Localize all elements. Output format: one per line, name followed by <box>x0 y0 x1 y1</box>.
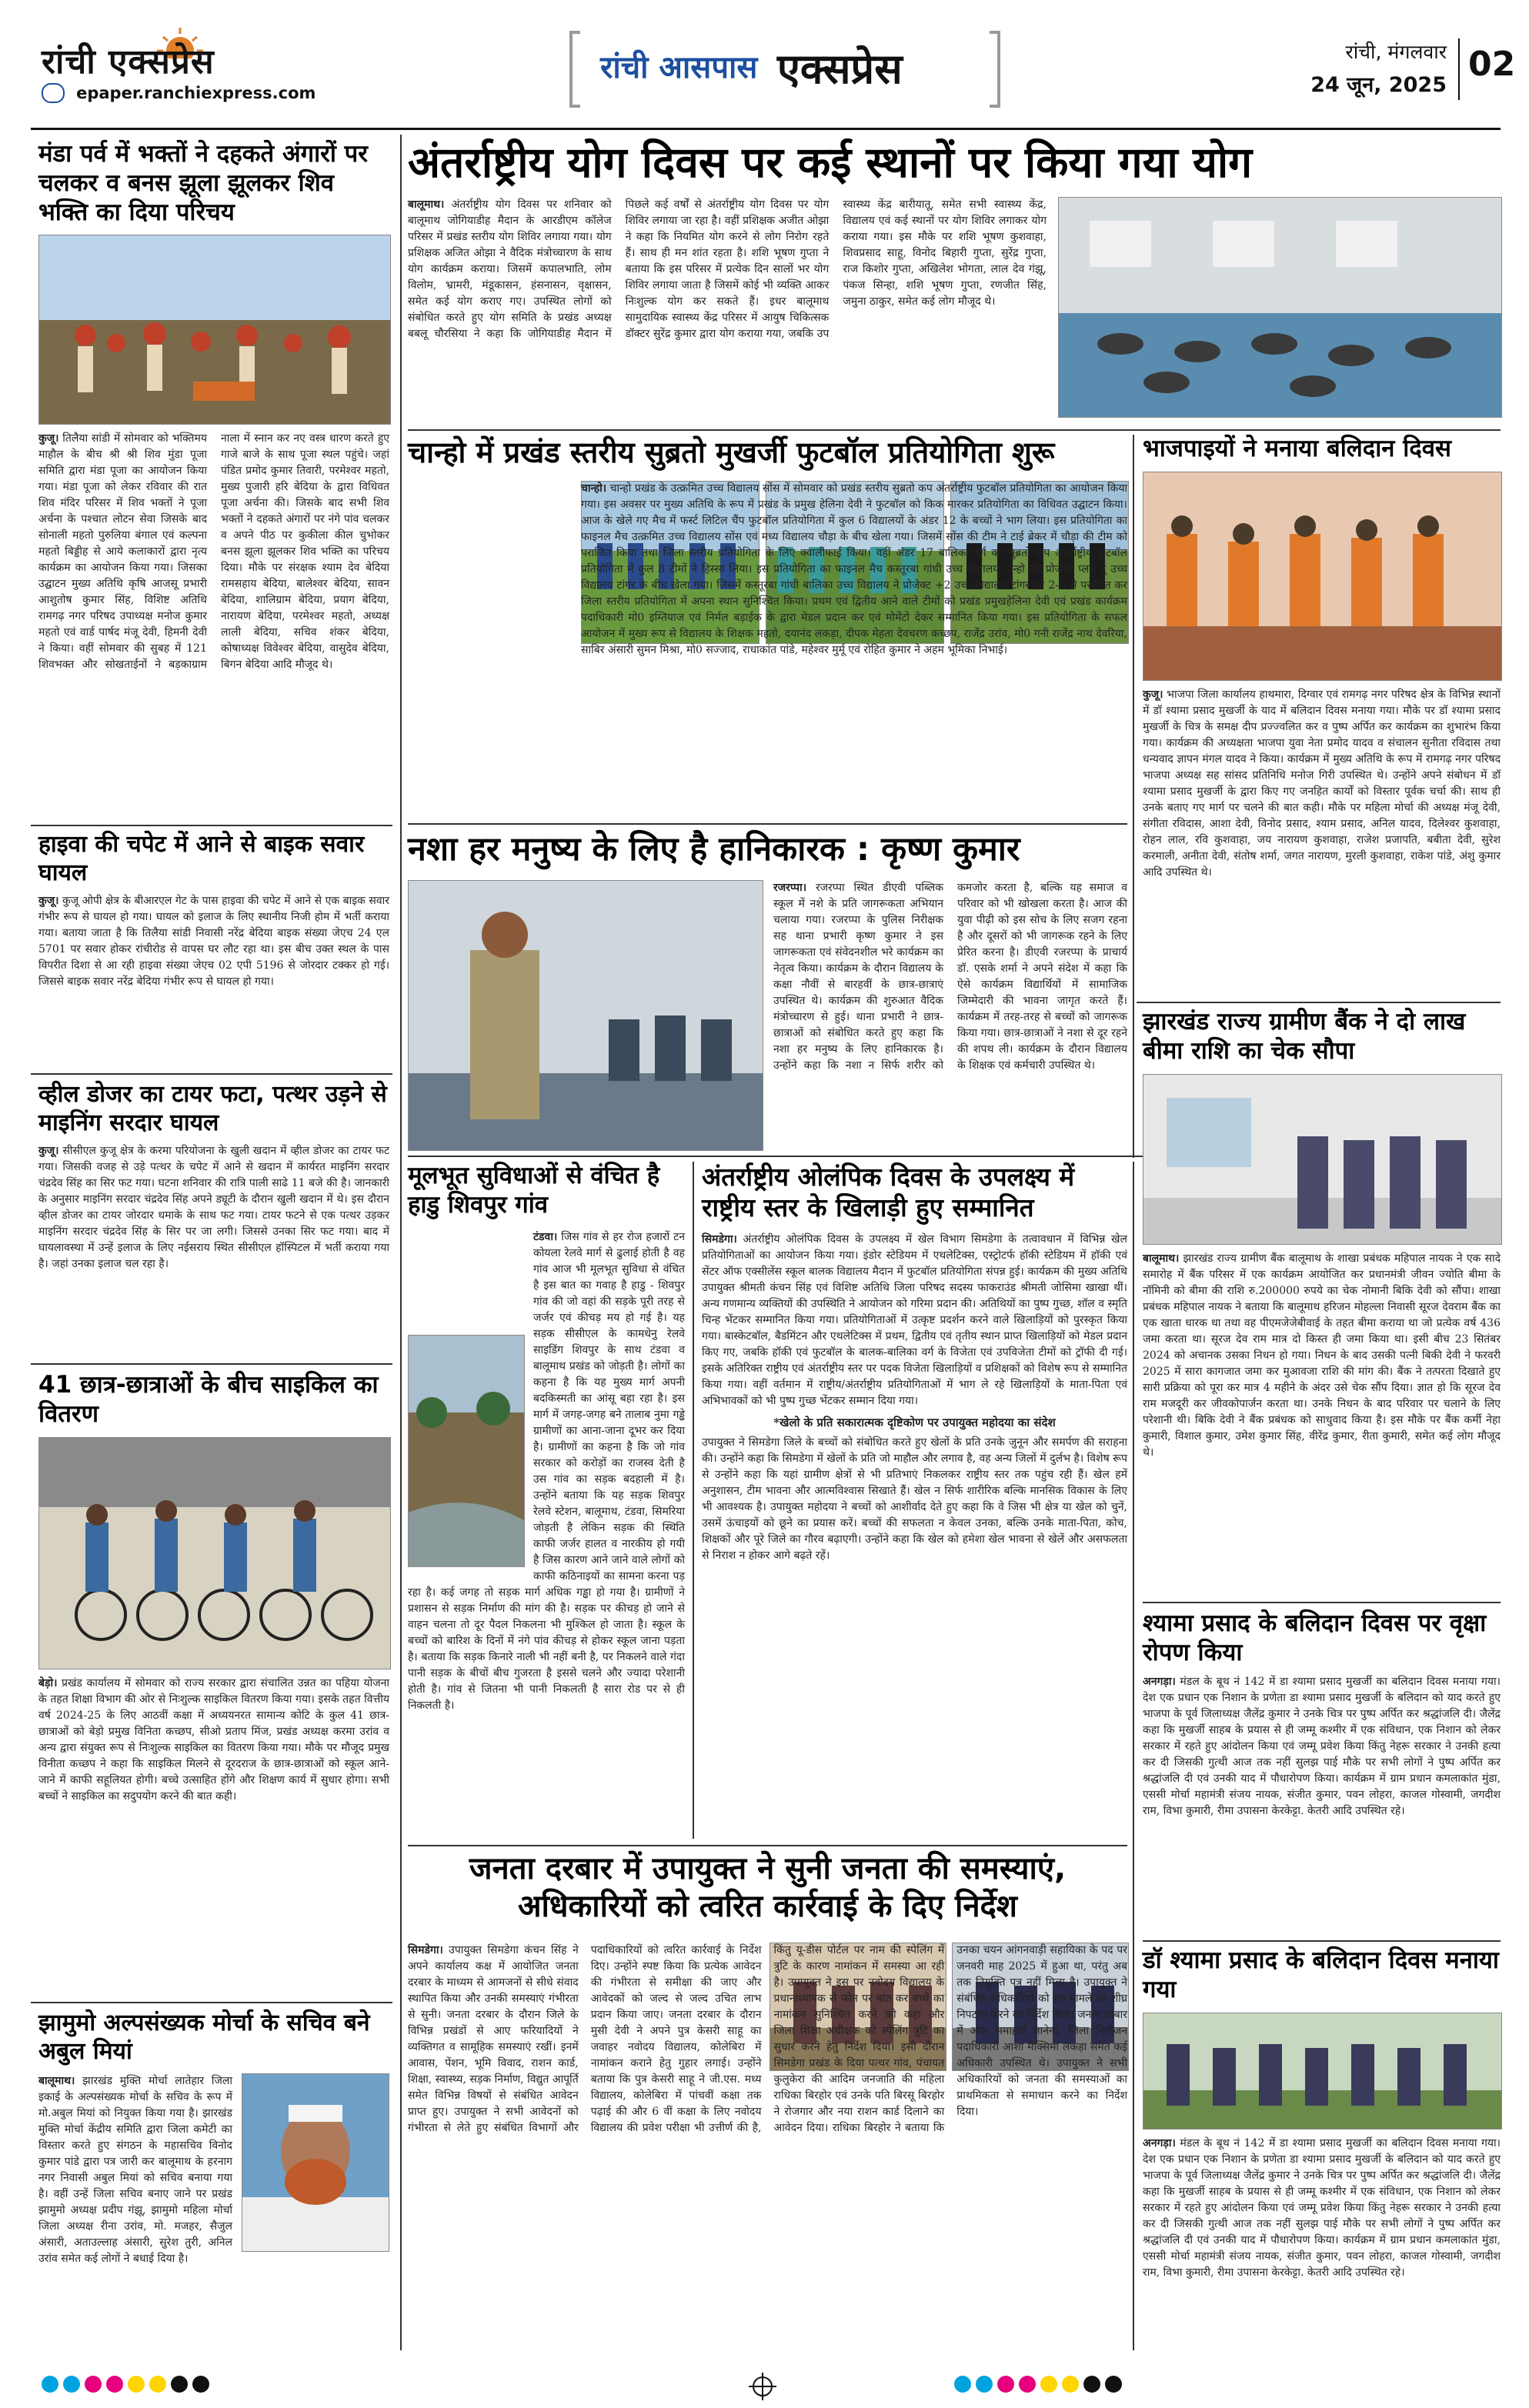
headline: अंतर्राष्ट्रीय योग दिवस पर कई स्थानों पर किया गया योग <box>408 138 1253 187</box>
register-dot <box>1105 2376 1122 2393</box>
article-hywa <box>38 831 389 1019</box>
article-body: अनगड़ा। मंडल के बूथ नं 142 में डा श्यामा प्रसाद मुखर्जी का बलिदान दिवस मनाया गया। देश एक प्रधान एक निशान के प्रणेता डा श्यामा प्रसाद मुखर्जी के बलिदान को याद करते हुए भाजपा के पूर्व जिलाध्यक्ष जैलेंद्र कुमार ने उनके चित्र पर पुष्प अर्पित कर श्रद्धांजलि दी। जैलेंद्र कहा कि मुखर्जी साहब के प्रयास से ही जम्मू कश्मीर में एक संविधान, एक निशान को लेकर सरकार में रहते हुए आंदोलन किया एवं जम्मू प्रवेश किया किंतु नेहरू सरकार ने उनकी हत्या कर दी जिसकी गुत्थी आज तक नहीं सुलझ पाई मौके पर सभी लोगों ने पुष्प अर्पित कर श्रद्धांजलि दी एवं उनकी याद में पौधारोपण किया। कार्यक्रम में ग्राम प्रधान कमलाकांत मुंडा, एससी मोर्चा महामंत्री संजय नायक, संजीत कुमार, पवन लोहरा, काजल गोस्वामी, जगदीश राम, विभा कुमारी, रीमा उपासना केरकेट्टा. केतरी आदि उपस्थित रहे। <box>1143 1675 1501 1817</box>
article-shivpur <box>408 1162 685 1839</box>
pen-icon <box>42 83 65 103</box>
article-yoga <box>408 137 1501 425</box>
article-subroto <box>408 435 1127 819</box>
section-left: रांची आसपास <box>600 50 758 85</box>
article-body: कुजू। तिलैया सांडी में सोमवार को भक्तिमय माहौल के बीच श्री श्री शिव मुंडा पूजा समिति द्वारा मंडा पूजा का आयोजन किया गया। मंडा पूजा को लेकर रविवार की रात शिव मंदिर परिसर में शिव भक्तों ने पूजा अर्चना के पश्चात लोटन सेवा जिसके बाद सोनाली महतो पुरुलिया बंगाल एवं कल्पना महतो बिड्डीह से आये कलाकारों द्वारा नृत्य कार्यक्रम का आयोजन किया गया। जिसका उद्घाटन मुख्य अतिथि कृषि आजसू प्रभारी आशुतोष कुमार सिंह, विशिष्ट अतिथि रामगढ़ नगर परिषद उपाध्यक्ष मनोज कुमार महतो एवं वार्ड पार्षद मंजू देवी, हिमनी देवी ने किया। वहीं सोमवार की सुबह में 121 शिवभक्त और सोखताईनों ने बड़काग्राम नाला में स्नान कर नए वस्त्र धारण करते हुए गाजे बाजे के साथ पूजा स्थल पहुंचे। जहां पंडित प्रमोद कुमार तिवारी, परमेश्वर महतो, मुख्य पुजारी हरि बेदिया के द्वारा विधिवत पूजा अर्चना की। जिसके बाद सभी शिव भक्तों ने दहकते अंगारों पर नंगे पांव चलकर व अपने पीठ पर कुकीला कील चुभोकर बनस झूला झूलकर शिव भक्ति का परिचय दिया। मौके पर संरक्षक श्याम देव बेदिया रामसहाय बेदिया, बालेश्वर बेदिया, सावन बेदिया, शालिग्राम बेदिया, प्रयाग बेदिया, नारायण बेदिया, परमेश्वर महतो, अध्यक्ष लाली बेदिया, सचिव शंकर बेदिया, कोषाध्यक्ष विवेश्वर बेदिया, वासुदेव बेदिया, बिगन बेदिया आदि मौजूद थे। <box>38 432 389 672</box>
photo-mandar <box>38 235 391 425</box>
article-janta <box>408 1850 1127 2350</box>
logo <box>42 32 319 82</box>
photo-bank <box>1143 1074 1502 1245</box>
article-body: बालूमाथ। झारखंड राज्य ग्रामीण बैंक बालूमाथ के शाखा प्रबंधक महिपाल नायक ने एक सादे समारोह में बैंक परिसर में एक कार्यक्रम आयोजित कर प्रधानमंत्री जीवन ज्योति बीमा के नॉमिनी को बीमा की राशि रु.200000 रुपये का चेक नोमानी बिकि देवी को सौंपा। शाखा प्रबंधक महिपाल नायक ने बताया कि बालूमाथ हरिजन मोहल्ला निवासी सूरज देवराम बैंक का एक खाता धारक था तथा वह पीएमजेजेबीवाई के तहत बीमा कराया था जो प्रत्येक वर्ष 436 जमा करता था। सूरज देव राम मात्र दो किस्त ही जमा किया था। इसी बीच 23 सितंबर 2024 को अचानक उसका निधन हो गया। निधन के बाद उसकी पत्नी बिकी देवी ने फरवरी 2025 में सारा कागजात जमा कर मुआवजा राशि की मांग की। बैंक ने तत्परता दिखाते हुए सारी प्रक्रिया को पूरा कर मात्र 4 महीने के अंदर उसे चेक सौंप दिया। ज्ञात हो कि सूरज देव राम मजदूरी कर जीवकोपार्जन करता था। उनके निधन के बाद परिवार पर चलाने के लिए परेशानी थी। बिकि देवी ने बैंक प्रबंधक को साधुवाद किया है। इस मौके पर बैंक कर्मी नेहा कुमारी, विशाल कुमार, उमेश कुमार सिंह, वीरेंद्र कुमार, रीता कुमारी, समेत कई लोग मौजूद थे। <box>1143 1252 1501 1459</box>
article-body: बालूमाथ। अंतर्राष्ट्रीय योग दिवस पर शनिवार को बालूमाथ जोगियाडीह मैदान के आरडीएम कॉलेज परिसर में प्रखंड स्तरीय योग शिविर लगाया गया। योग प्रशिक्षक अजित ओझा ने वैदिक मंत्रोच्चारण के साथ योग कार्यक्रम कराया। जिसमें कपालभाति, लोम विलोम, भ्रामरी, मंडूकासन, हंसनासन, वृक्षासन, समेत कई योग कराए गए। उपस्थित लोगों को संबोधित करते हुए योग समिति के प्रखंड अध्यक्ष बबलू चौरसिया ने कहा कि जोगियाडीह मैदान में पिछले कई वर्षों से अंतर्राष्ट्रीय योग दिवस पर योग शिविर लगाया जा रहा है। वहीं प्रशिक्षक अजीत ओझा ने कहा कि नियमित योग करने से लोग निरोग रहते हैं। साथ ही मन शांत रहता है। शशि भूषण गुप्ता ने बताया कि इस परिसर में प्रत्येक दिन सालों भर योग शिविर लगाया जाता है जिसमें कोई भी व्यक्ति आकर निःशुल्क योग कर सकते हैं। इधर बालूमाथ सामुदायिक स्वास्थ्य केंद्र परिसर में आयुष चिकित्सक डॉक्टर सुरेंद्र कुमार द्वारा योग कराया गया, जबकि उप स्वास्थ्य केंद्र बारीयातू, समेत सभी स्वास्थ्य केंद्र, विद्यालय एवं कई स्थानों पर योग शिविर लगाकर योग कराया गया। इस मौके पर शशि भूषण कुशवाहा, शिवप्रसाद साहू, विनोद बिहारी गुप्ता, सुरेंद्र गुप्ता, राज किशोर गुप्ता, अखिलेश भोगता, लाल देव गंझू, पंकज सिन्हा, शशि भूषण गुप्ता, रणजीत सिंह, जमुना ठाकुर, समेत कई लोग मौजूद थे। <box>408 198 1047 340</box>
headline: भाजपाइयों ने मनाया बलिदान दिवस <box>1143 435 1451 462</box>
register-dot <box>192 2376 209 2393</box>
article-body: सिमडेगा। उपायुक्त सिमडेगा कंचन सिंह ने अपने कार्यालय कक्ष में आयोजित जनता दरबार के माध्यम से आमजनों से सीधे संवाद स्थापित किया और उनकी समस्याएं गंभीरता से सुनी। जनता दरबार के दौरान जिले के विभिन्न प्रखंडों से आए फरियादियों ने व्यक्तिगत व सामूहिक समस्याएं रखीं। इनमें आवास, पेंशन, भूमि विवाद, राशन कार्ड, शिक्षा, स्वास्थ्य, सड़क निर्माण, विद्युत आपूर्ति समेत विभिन्न विषयों से संबंधित आवेदन प्राप्त हुए। उपायुक्त ने सभी आवेदनों को गंभीरता से लेते हुए संबंधित विभागों और पदाधिकारियों को त्वरित कार्रवाई के निर्देश दिए। उन्होंने स्पष्ट किया कि प्रत्येक आवेदन की गंभीरता से समीक्षा की जाए और आवेदकों को जल्द से जल्द उचित लाभ प्रदान किया जाए। जनता दरबार के दौरान मुसी देवी ने अपने पुत्र केसरी साहू का जवाहर नवोदय विद्यालय, कोलेबिरा में नामांकन कराने हेतु गुहार लगाई। उन्होंने बताया कि पुत्र केसरी साहू ने जी.एस. मध्य विद्यालय, कोलेबिरा में पांचवीं कक्षा तक पढ़ाई की और 6 वीं कक्षा के लिए नवोदय विद्यालय की प्रवेश परीक्षा भी उत्तीर्ण की है, किंतु यू-डीस पोर्टल पर नाम की स्पेलिंग में त्रुटि के कारण नामांकन में समस्या आ रही है। उपायुक्त ने इस पर नवोदय विद्यालय के प्रधानाध्यापक से फोन पर बात कर बच्चे का नामांकन सुनिश्चित करने को कहा और जिला शिक्षा अधीक्षक को स्पेलिंग त्रुटि का सुधार करने हेतु निर्देश दिया। इसी दौरान सिमडेगा प्रखंड के दिया पत्थर गांव, पंचायत कुलुकेरा की आदिम जनजाति की महिला राधिका बिरहोर एवं उनके पति बिरसू बिरहोर ने रोजगार और नया राशन कार्ड दिलाने का आवेदन दिया। राधिका बिरहोर ने बताया कि उनका चयन आंगनवाड़ी सहायिका के पद पर जनवरी माह 2025 में हुआ था, परंतु अब तक नियुक्ति पत्र नहीं मिला है। उपायुक्त ने संबंधित अधिकारियों को इस मामले का शीघ्र निपटारा करने का निर्देश दिया। जनता दरबार में अपर समाहर्ता ज्ञानेन्द्र, जिला नियोजन पदाधिकारी आशा मैक्सिमा लकड़ा समेत कई अधिकारी उपस्थित थे। उपायुक्त ने सभी अधिकारियों को जनता की समस्याओं का प्राथमिकता से समाधान करने का निर्देश दिया। <box>408 1944 1127 2134</box>
headline: डॉ श्यामा प्रसाद के बलिदान दिवस मनाया गया <box>1143 1946 1499 2003</box>
register-dot <box>1040 2376 1057 2393</box>
section-banner <box>569 31 1000 102</box>
headline: चान्हो में प्रखंड स्तरीय सुब्रतो मुखर्जी फुटबॉल प्रतियोगिता शुरू <box>408 435 1055 469</box>
headline: जनता दरबार में उपायुक्त ने सुनी जनता की समस्याएं, अधिकारियों को त्वरित कार्रवाई के दिए निर्देश <box>469 1851 1067 1924</box>
register-dot <box>63 2376 80 2393</box>
headline: मंडा पर्व में भक्तों ने दहकते अंगारों पर चलकर व बनस झूला झूलकर शिव भक्ति का दिया परिचय <box>38 140 368 226</box>
photo-balidan <box>1143 2013 1502 2130</box>
headline: झामुमो अल्पसंख्यक मोर्चा के सचिव बने अबुल मियां <box>38 2009 370 2065</box>
register-marks-right <box>954 2376 1185 2396</box>
register-dot <box>976 2376 993 2393</box>
article-body: टंडवा। जिस गांव से हर रोज हजारों टन कोयला रेलवे मार्ग से ढुलाई होती है वह गांव आज भी मूलभूत सुविधा से वंचित है इस बात का गवाह है हाडु - शिवपुर गांव की जो वहां की सड़के पूरी तरह से जर्जर एवं कीचड़ मय हो गई है। यह सड़क सीसीएल के कामधेनु रेलवे साइडिंग शिवपुर के साथ टंडवा व बालूमाथ प्रखंड को जोड़ती है। लोगों का कहना है कि यह मुख्य मार्ग अपनी बदकिस्मती का आंसू बहा रहा है। इस मार्ग में जगह-जगह बने तालाब नुमा गड्ढे ग्रामीणों का आना-जाना दूभर कर दिया है। ग्रामीणों का कहना है कि जो गांव सरकार को करोड़ों का राजस्व देती है उस गांव का सड़क बदहाली में है। उन्होंने बताया कि यह सड़क शिवपुर रेलवे स्टेशन, बालूमाथ, टंडवा, सिमरिया जोड़ती है लेकिन सड़क की स्थिति काफी जर्जर हालत व नारकीय हो गयी है जिस कारण आने जाने वाले लोगों को काफी कठिनाइयों का सामना करना पड़ रहा है। कई जगह तो सड़क मार्ग अधिक गड्ढा हो गया है। ग्रामीणों ने प्रशासन से सड़क निर्माण की मांग की है। सड़क पर कीचड़ हो जाने से वाहन चलना तो दूर पैदल निकलना भी मुश्किल हो जाता है। स्कूल के बच्चों को बारिश के दिनों में नंगे पांव कीचड़ से होकर स्कूल जाना पड़ता है। बताया कि सड़क किनारे नाली भी नहीं बनी है, पर निकलने वाले गंदा पानी सड़क के बीचों बीच गुजरता है इससे चलने और ज्यादा परेशानी होती है। गांव से जितना भी पानी निकलती है सारा रोड पर से ही निकलती है। <box>408 1231 685 1712</box>
article-body: बेड़ो। प्रखंड कार्यालय में सोमवार को राज्य सरकार द्वारा संचालित उन्नत का पहिया योजना के तहत शिक्षा विभाग की ओर से निःशुल्क साइकिल वितरण किया गया। इसके तहत वित्तीय वर्ष 2024-25 के लिए आठवीं कक्षा में अध्ययनरत सामान्य कोटि के कुल 41 छात्र-छात्राओं को बेड़ो प्रमुख विनिता कच्छप, सीओ प्रताप मिंज, प्रखंड अध्यक्ष करमा उरांव व अन्य द्वारा संयुक्त रूप से निःशुल्क साइकिल का वितरण किया गया। मौके पर मौजूद प्रमुख विनीता कच्छप ने कहा कि साइकिल मिलने से दूरदराज के छात्र-छात्राओं को स्कूल आने-जाने में काफी सहूलियत होगी। बच्चे उत्साहित होंगे और शिक्षण कार्य में सुधार होगा। सभी बच्चों ने साइकिल का सदुपयोग करने की बात कही। <box>38 1676 389 1803</box>
article-body: सिमडेगा। अंतर्राष्ट्रीय ओलंपिक दिवस के उपलक्ष्य में खेल विभाग सिमडेगा के तत्वावधान में विभिन्न खेल प्रतियोगिताओं का आयोजन किया गया। इंडोर स्टेडियम में एथलेटिक्स, एस्ट्रोटर्फ हॉकी स्टेडियम में हॉकी एवं सेंटर ऑफ एक्सीलेंस स्कूल बालक विद्यालय मैदान में फुटबॉल प्रतियोगिता संपन्न हुई। कार्यक्रम की मुख्य अतिथि उपायुक्त श्रीमती कंचन सिंह एवं विशिष्ट अतिथि जिला परिषद सदस्य फाकराउंड श्रीमती जोसिमा खाखा थीं। अन्य गणमान्य व्यक्तियों की उपस्थिति ने आयोजन को गरिमा प्रदान की। अतिथियों का पुष्प गुच्छ, शॉल व स्मृति चिन्ह भेंटकर सम्मानित किया गया। प्रतियोगिताओं में उत्कृष्ट प्रदर्शन करने वाले खिलाड़ियों को पुरस्कृत किया गया। बास्केटबॉल, बैडमिंटन और एथलेटिक्स में प्रथम, द्वितीय एवं तृतीय स्थान प्राप्त खिलाड़ियों को मेडल प्रदान किए गए, जबकि हॉकी एवं फुटबॉल के बालक-बालिका वर्ग के विजेता एवं उपविजेता टीमों को ट्रॉफी दी गई। इसके अतिरिक्त राष्ट्रीय एवं अंतर्राष्ट्रीय स्तर पर पदक विजेता खिलाड़ियों व प्रशिक्षकों को विशेष रूप से सम्मानित किया गया। वहीं वर्तमान में राष्ट्रीय/अंतर्राष्ट्रीय प्रतियोगिताओं में भाग ले रहे खिलाड़ियों के माता-पिता एवं अभिभावकों को भी पुष्प गुच्छ भेंटकर सम्मान दिया गया। <box>702 1232 1127 1407</box>
article-mandar <box>38 140 389 819</box>
register-dot <box>42 2376 58 2393</box>
article-balidan <box>1143 1946 1501 2350</box>
article-abul <box>38 2009 389 2348</box>
photo-abul-portrait <box>242 2073 389 2252</box>
masthead <box>0 0 1529 131</box>
subhead: *खेलो के प्रति सकारात्मक दृष्टिकोण पर उपायुक्त महोदया का संदेश <box>773 1415 1056 1429</box>
register-dot <box>85 2376 102 2393</box>
headline: व्हील डोजर का टायर फटा, पत्थर उड़ने से माइनिंग सरदार घायल <box>38 1081 387 1136</box>
register-dot <box>1083 2376 1100 2393</box>
article-nasha <box>408 829 1127 1152</box>
article-body: रजरप्पा। रजरप्पा स्थित डीएवी पब्लिक स्कूल में नशे के प्रति जागरूकता अभियान चलाया गया। रजरप्पा के पुलिस निरीक्षक सह थाना प्रभारी कृष्ण कुमार ने इस जागरूकता एवं संवेदनशील भरे कार्यक्रम का नेतृत्व किया। कार्यक्रम के दौरान विद्यालय के कक्षा नौवीं से बारहवीं के छात्र-छात्राएं उपस्थित थे। कार्यक्रम की शुरुआत वैदिक मंत्रोच्चारण से हुई। थाना प्रभारी ने छात्र-छात्राओं को संबोधित करते हुए कहा कि नशा हर मनुष्य के लिए हानिकारक है। उन्होंने कहा कि नशा न सिर्फ शरीर को कमजोर करता है, बल्कि यह समाज व परिवार को भी खोखला करता है। आज की युवा पीढ़ी को इस सोच के लिए सजग रहना है और दूसरों को भी जागरूक रहने के लिए प्रेरित करना है। डीएवी रजरप्पा के प्राचार्य डॉ. एसके शर्मा ने अपने संदेश में कहा कि ऐसे कार्यक्रम विद्यार्थियों में सामाजिक जिम्मेदारी की भावना जागृत करते हैं। कार्यक्रम में तरह-तरह से बच्चों को जागरूक किया गया। छात्र-छात्राओं ने नशा से दूर रहने की शपथ ली। कार्यक्रम के दौरान विद्यालय के शिक्षक एवं कर्मचारी उपस्थित थे। <box>773 882 1127 1072</box>
register-marks-left <box>42 2376 272 2396</box>
epaper-url-row <box>42 83 365 106</box>
article-body: कुजू। कुजू ओपी क्षेत्र के बीआरएल गेट के पास हाइवा की चपेट में आने से एक बाइक सवार गंभीर रूप से घायल हो गया। घायल को इलाज के लिए स्थानीय निजी होम में भर्ती कराया गया। बताया जाता है कि तिलैया सांडी निवासी नरेंद्र बेदिया बाइक संख्या जेएच 24 एल 5701 पर सवार होकर रांचीरोड से वापस घर लौट रहा था। इस बीच उक्त स्थल के पास विपरीत दिशा से आ रही हाइवा संख्या जेएच 02 एपी 5196 से जोरदार टक्कर हो गई। जिससे बाइक सवार नरेंद्र बेदिया गंभीर रूप से घायल हो गया। <box>38 895 389 989</box>
article-bhajpaiyo <box>1143 435 1501 1000</box>
city-day: रांची, मंगलवार <box>1345 41 1447 63</box>
headline: हाइवा की चपेट में आने से बाइक सवार घायल <box>38 831 365 886</box>
headline: अंतर्राष्ट्रीय ओलंपिक दिवस के उपलक्ष्य में राष्ट्रीय स्तर के खिलाड़ी हुए सम्मानित <box>702 1162 1075 1223</box>
register-dot <box>997 2376 1014 2393</box>
page-number: 02 <box>1468 45 1516 84</box>
headline: श्यामा प्रसाद के बलिदान दिवस पर वृक्षा रोपण किया <box>1143 1609 1487 1666</box>
register-dot <box>128 2376 145 2393</box>
photo-bhajpaiyo <box>1143 472 1502 681</box>
headline: नशा हर मनुष्य के लिए है हानिकारक : कृष्ण कुमार <box>408 830 1020 869</box>
register-dot <box>171 2376 188 2393</box>
article-wheel <box>38 1081 389 1373</box>
article-body-2: उपायुक्त ने सिमडेगा जिले के बच्चों को संबोधित करते हुए खेलों के प्रति उनके जुनून और समर्पण की सराहना की। उन्होंने कहा कि सिमडेगा में खेलों के प्रति जो माहौल और लगाव है, वह अन्य जिलों में दुर्लभ है। विशेष रूप से उन्होंने कहा कि यहां ग्रामीण क्षेत्रों से भी प्रतिभाएं निकलकर राष्ट्रीय स्तर तक पहुंच रही हैं। खेल हमें अनुशासन, टीम भावना और आत्मविश्वास सिखाते हैं। खेल न सिर्फ शारीरिक बल्कि मानसिक विकास के लिए भी आवश्यक है। उपायुक्त महोदया ने बच्चों को आशीर्वाद देते हुए कहा कि वे जिस भी क्षेत्र या खेल को चुनें, उसमें ऊंचाइयों को छूने का प्रयास करें। बच्चों की सफलता न केवल उनका, बल्कि उनके माता-पिता, कोच, शिक्षकों और पूरे जिले का गौरव बढ़ाएगी। उन्होंने कहा कि खेल को हमेशा खेल भावना से खेलें और असफलता से निराश न होकर आगे बढ़ते रहें। <box>702 1436 1127 1562</box>
article-cycle <box>38 1371 389 1802</box>
register-dot <box>106 2376 123 2393</box>
article-body: चान्हो। चान्हो प्रखंड के उत्क्रमित उच्च विद्यालय सोंस में सोमवार को प्रखंड स्तरीय सुब्रतो कप अंतर्राष्ट्रीय फुटबॉल प्रतियोगिता का आयोजन किया गया। इस अवसर पर मुख्य अतिथि के रूप में प्रखंड के प्रमुख हेलिना देवी ने फुटबॉल को किक मारकर प्रतियोगिता का विधिवत उद्घाटन किया। आज के खेले गए मैच में फर्स्ट लिटिल चैंप फुटबॉल प्रतियोगिता में कुल 6 विद्यालयों के अंडर 12 के बच्चों ने भाग लिया। इस प्रतियोगिता का फाइनल मैच उत्क्रमित उच्च विद्यालय सोंस एवं मध्य विद्यालय चौड़ा के बीच खेला गया। जिसमें सोंस की टीम ने टाई ब्रेकर में चौड़ा की टीम को पराजित किया तथा जिला स्तरीय प्रतियोगिता के लिए क्वालीफाई किया। वहीं अंडर 17 बालिका वर्ग का सुब्रतो कप अंतर्राष्ट्रीय फुटबॉल प्रतियोगिता में कुल 8 टीमों ने हिस्सा लिया। इस प्रतियोगिता का फाइनल मैच कस्तूरबा गांधी उच्च विद्यालय चान्हो एवं प्रोजेक्ट प्लस टू उच्च विद्यालय टांगर के बीच खेला गया। जिसमें कस्तूरबा गांधी बालिका उच्च विद्यालय ने प्रोजेक्ट +2 उच्च विद्यालय टांगर को 2-0 से पराजित कर जिला स्तरीय प्रतियोगिता में अपना स्थान सुनिश्चित किया। प्रथम एवं द्वितीय आने वाले टीमों को प्रखंड प्रमुखहेलिना देवी एवं प्रखंड कार्यक्रम पदाधिकारी मो0 इम्तियाज एवं निर्मल बड़ाईक के द्वारा मेडल प्रदान कर एवं मोमेंटो देकर सम्मानित किया गया। इस प्रतियोगिता के सफल आयोजन में मुख्य रूप से विद्यालय के शिक्षक महतो, दयानंद लकड़ा, दीपक मेहता देवचरण कच्छप, राजेंद्र उरांव, मो0 गनी राजेंद्र नाथ देवरिया, साबिर अंसारी सुमन मिश्रा, मो0 सज्जाद, राधाकांत पांडे, महेश्वर मुर्मू एवं रोहित कुमार ने अहम भूमिका निभाई। <box>581 482 1127 656</box>
dateline-box <box>1262 35 1447 105</box>
photo-yoga <box>1058 197 1502 418</box>
headline: झारखंड राज्य ग्रामीण बैंक ने दो लाख बीमा राशि का चेक सौपा <box>1143 1008 1466 1065</box>
headline: मूलभूत सुविधाओं से वंचित है हाडु शिवपुर गांव <box>408 1162 660 1219</box>
article-body: अनगड़ा। मंडल के बूथ नं 142 में डा श्यामा प्रसाद मुखर्जी का बलिदान दिवस मनाया गया। देश एक प्रधान एक निशान के प्रणेता डा श्यामा प्रसाद मुखर्जी के बलिदान को याद करते हुए भाजपा के पूर्व जिलाध्यक्ष जैलेंद्र कुमार ने उनके चित्र पर पुष्प अर्पित कर श्रद्धांजलि दी। जैलेंद्र कहा कि मुखर्जी साहब के प्रयास से ही जम्मू कश्मीर में एक संविधान, एक निशान को लेकर सरकार में रहते हुए आंदोलन किया एवं जम्मू प्रवेश किया किंतु नेहरू सरकार ने उनकी हत्या कर दी जिसकी गुत्थी आज तक नहीं सुलझ पाई मौके पर सभी लोगों ने पुष्प अर्पित कर श्रद्धांजलि दी एवं उनकी याद में पौधारोपण किया। कार्यक्रम में ग्राम प्रधान कमलाकांत मुंडा, एससी मोर्चा महामंत्री संजय नायक, संजीत कुमार, पवन लोहरा, काजल गोस्वामी, जगदीश राम, विभा कुमारी, रीमा उपासना केरकेट्टा. केतरी आदि उपस्थित रहे। <box>1143 2136 1501 2279</box>
crosshair-icon <box>749 2373 776 2400</box>
epaper-url[interactable]: epaper.ranchiexpress.com <box>76 84 316 102</box>
headline: 41 छात्र-छात्राओं के बीच साइकिल का वितरण <box>38 1371 379 1428</box>
article-body: बालूमाथ। झारखंड मुक्ति मोर्चा लातेहार जिला इकाई के अल्पसंख्यक मोर्चा के सचिव के रूप में मो.अबुल मियां को नियुक्त किया गया है। झारखंड मुक्ति मोर्चा केंद्रीय समिति द्वारा जिला कमेटी का विस्तार करते हुए संगठन के महासचिव विनोद कुमार पांडे द्वारा पत्र जारी कर बालूमाथ के हरनाग नगर निवासी अबुल मियां को सचिव बनाया गया है। वहीं उन्हें जिला सचिव बनाए जाने पर प्रखंड झामुमो अध्यक्ष प्रदीप गंझू, झामुमो महिला मोर्चा जिला अध्यक्ष रीना उरांव, मो. मजहर, सैजुल अंसारी, अताउल्लाह अंसारी, सुरेश तुरी, अनिल उरांव समेत कई लोगों ने बधाई दिया है। <box>38 2075 232 2266</box>
article-body: कुजू। भाजपा जिला कार्यालय हाथमारा, दिग्वार एवं रामगढ़ नगर परिषद क्षेत्र के विभिन्न स्थानों में डॉ श्यामा प्रसाद मुखर्जी के याद में बलिदान दिवस मनाया गया। मौके पर डॉ श्यामा प्रसाद मुखर्जी के चित्र के समक्ष दीप प्रज्ज्वलित कर व पुष्प अर्पित कर कार्यक्रम का शुभारंभ किया गया। कार्यक्रम की अध्यक्षता भाजपा युवा नेता प्रमोद यादव व संचालन सुनीता रविदास तथा धन्यवाद ज्ञापन मंगल यादव ने किया। कार्यक्रम में मुख्य अतिथि के रूप में रामगढ़ नगर परिषद भाजपा अध्यक्ष सह सांसद प्रतिनिधि मनोज गिरी उपस्थित थे। उन्होंने अपने संबोधन में डॉ श्यामा प्रसाद मुखर्जी के द्वारा किए गए जनहित कार्यों को विस्तार पूर्वक चर्चा की। साथ ही उनके बताए गए मार्ग पर चलने की बात कही। मौके पर महिला मोर्चा की अध्यक्ष मंजू देवी, संगीता रविदास, आशा देवी, विनोद प्रसाद, श्याम प्रसाद, अनिल यादव, दिलेश्वर कुशवाहा, रोहन लाल, रवि कुशवाहा, जय नारायण कुशवाहा, राजेश प्रजापति, बबीता देवी, सुरेश करमाली, अनीता देवी, संतोष शर्मा, जगत नारायण, मुरली कुशवाहा, राकेश पांडे, अंशु कुमार आदि उपस्थित थे। <box>1143 688 1501 879</box>
article-olympic <box>702 1162 1127 1839</box>
register-dot <box>149 2376 166 2393</box>
issue-date: 24 जून, 2025 <box>1310 73 1447 97</box>
photo-nasha <box>408 880 763 1151</box>
article-body: कुजू। सीसीएल कुजू क्षेत्र के करमा परियोजना के खुली खदान में व्हील डोजर का टायर फट गया। जिसकी वजह से उड़े पत्थर के चपेट में आने से खदान में कार्यरत माइनिंग सरदार चंद्रदेव सिंह का सिर फट गया। घटना शनिवार की रात्रि पाली साढे 11 बजे की है। जानकारी के अनुसार माइनिंग सरदार चंद्रदेव सिंह अपने ड्यूटी के दौरान खुली खदान में थे। इस दौरान व्हील डोजर का टायर जोरदार धमाके के साथ फट गया। टायर फटने से एक पत्थर उड़कर माइनिंग सरदार चंद्रदेव सिंह के सिर पर जा लगी। जिससे उनका सिर फट गया। बाद में घायलावस्था में उन्हें इलाज के लिए नईसराय स्थित सीसीएल हॉस्पिटल में भर्ती कराया गया है। जहां उनका इलाज चल रहा है। <box>38 1145 390 1271</box>
paper-name: रांची एक्सप्रेस <box>42 42 215 82</box>
article-bank <box>1143 1008 1501 1669</box>
register-dot <box>1062 2376 1079 2393</box>
section-right: एक्सप्रेस <box>777 45 903 93</box>
article-tree <box>1143 1609 1501 1933</box>
register-dot <box>954 2376 971 2393</box>
register-dot <box>1019 2376 1036 2393</box>
photo-cycle <box>38 1437 391 1669</box>
